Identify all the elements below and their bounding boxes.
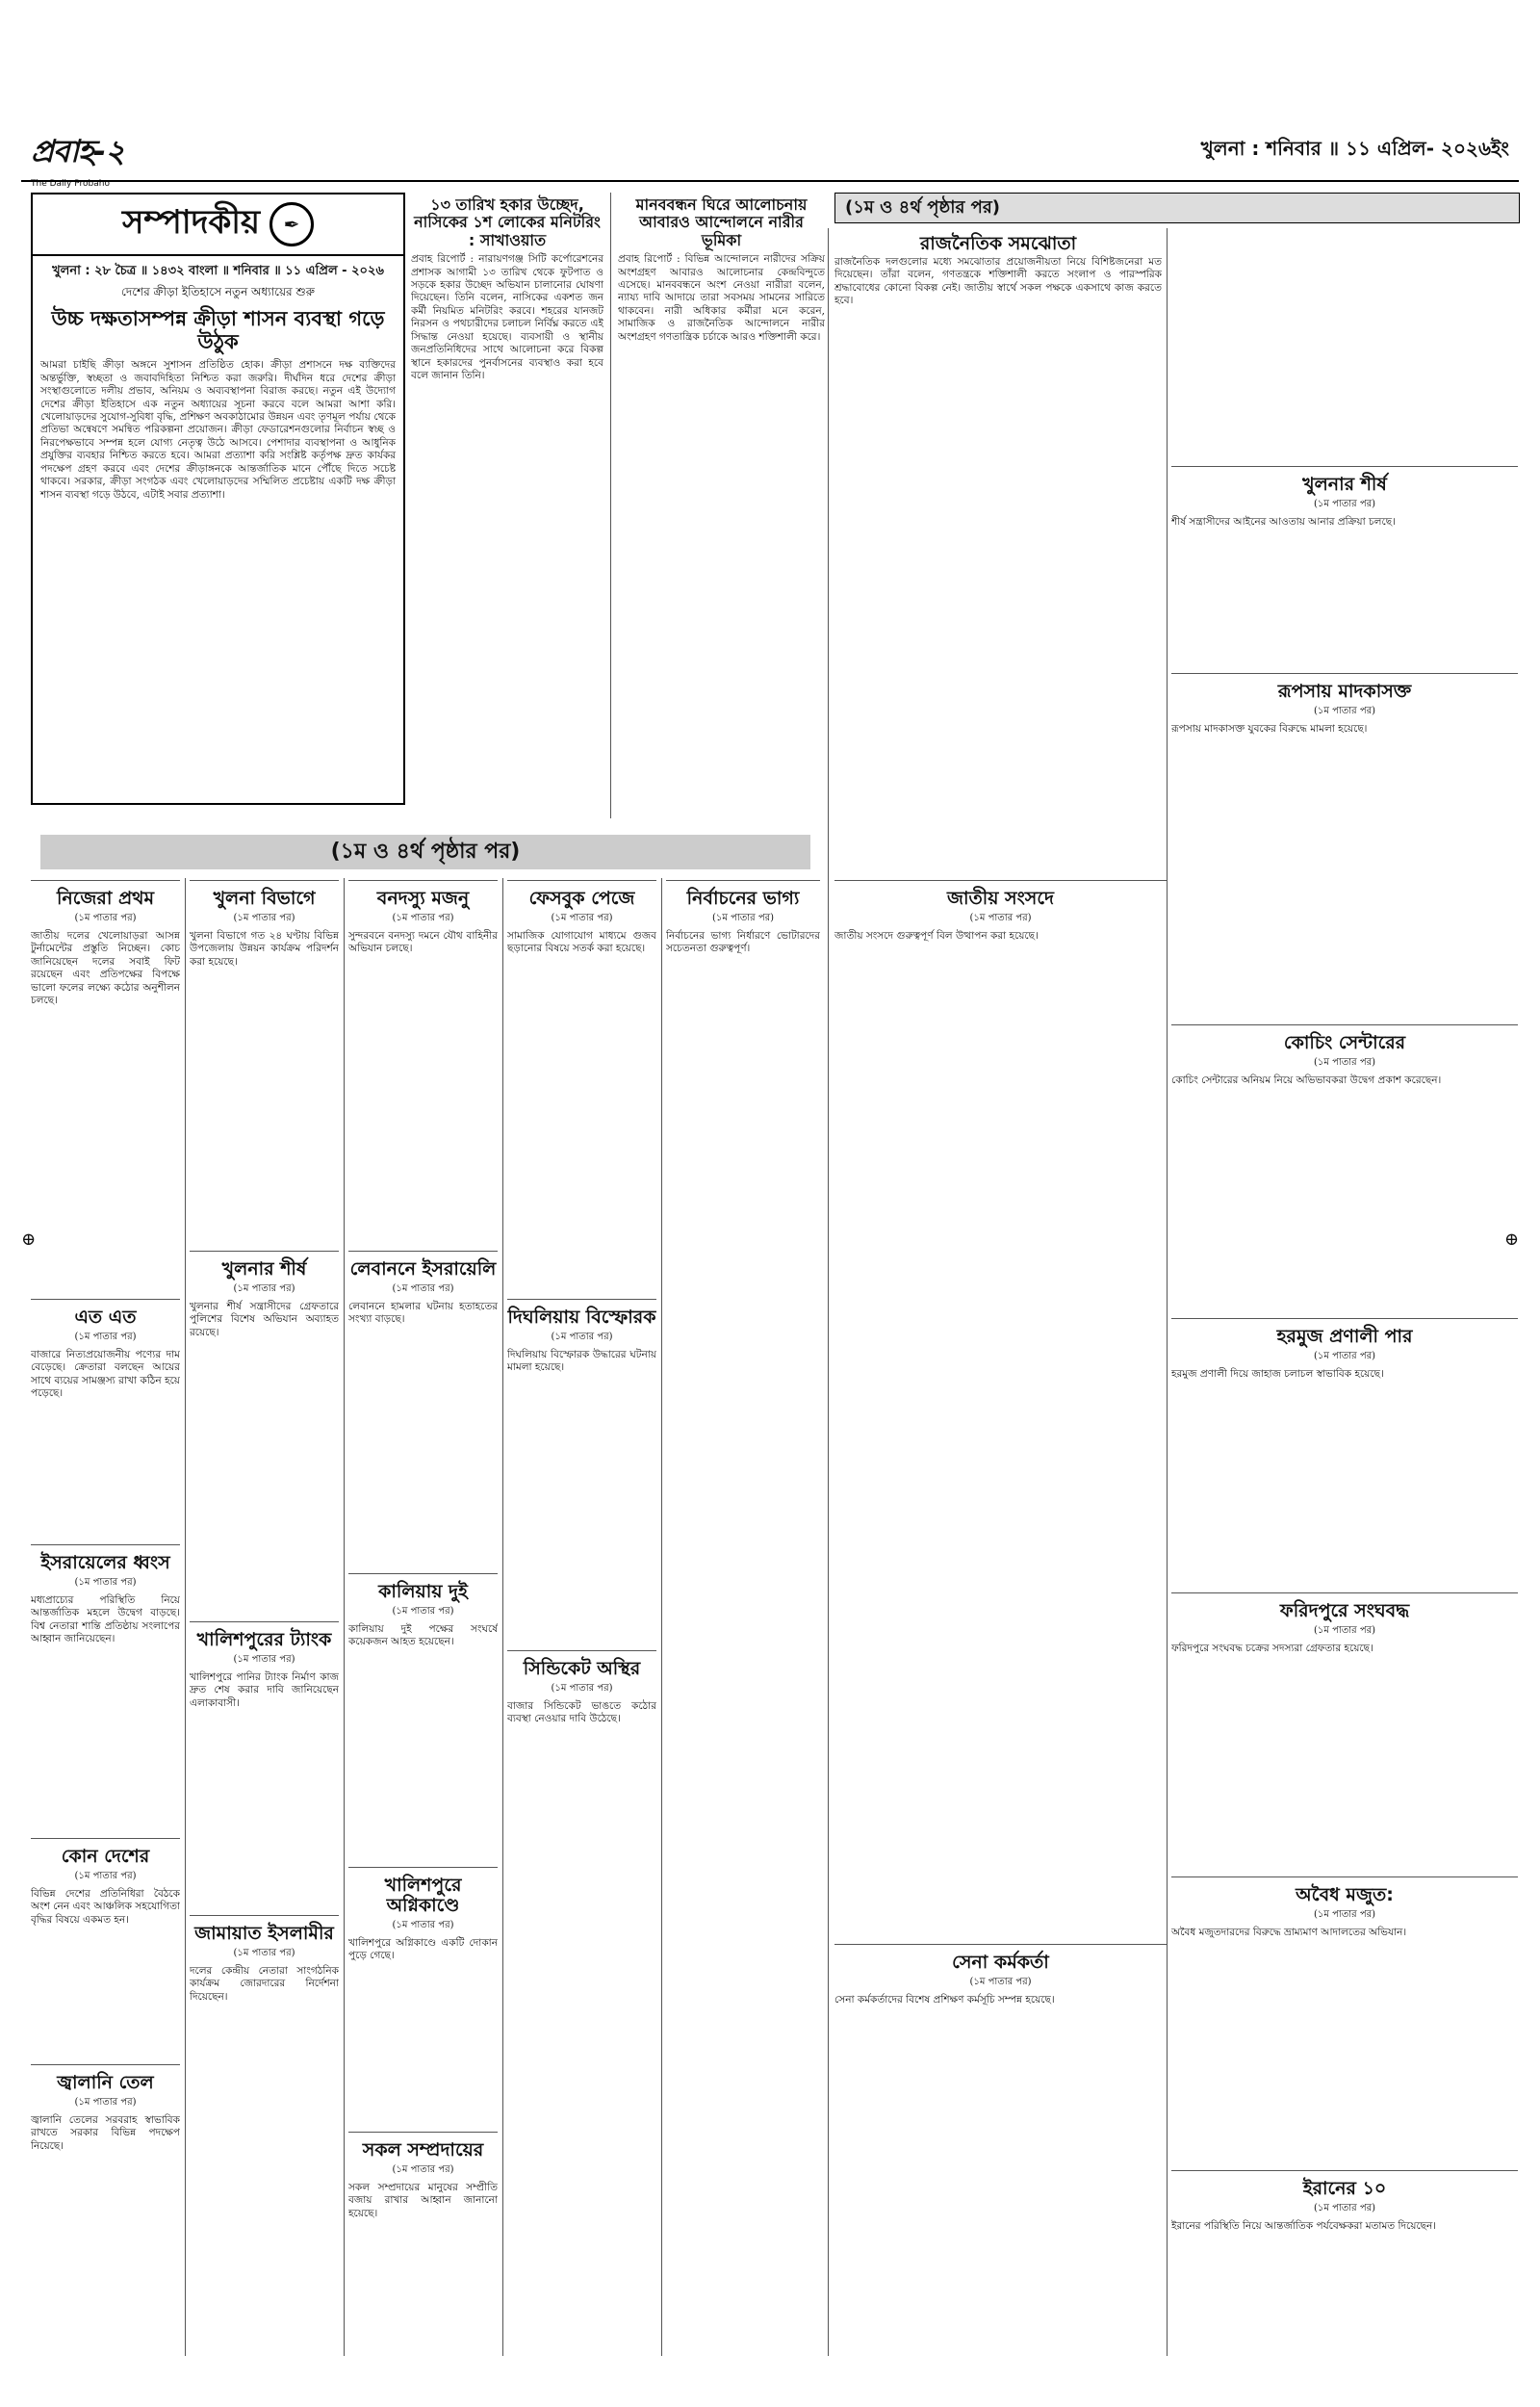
continued-label: (১ম পাতার পর): [74, 1576, 137, 1588]
column-headline: ফরিদপুরে সংঘবদ্ধ: [1279, 1600, 1410, 1621]
news-column: [348, 2135, 498, 2356]
news-column: [1171, 2173, 1518, 2356]
column-divider: [185, 878, 186, 2356]
column-rule: [348, 880, 498, 881]
article-body: প্রবাহ রিপোর্ট : বিভিন্ন আন্দোলনে নারীদের সক্রিয় অংশগ্রহণ আবারও আলোচনার কেন্দ্রবিন্দুতে এসেছে। মানববন্ধনে অংশ নেওয়া নারীরা বলেন, ন্যায্য দাবি আদায়ে তারা সবসময় সামনের সারিতে থাকবেন। নারী অধিকার কর্মীরা মনে করেন, সামাজিক ও রাজনৈতিক আন্দোলনে নারীর অংশগ্রহণ গণতান্ত্রিক চর্চাকে আরও শক্তিশালী করে।: [618, 253, 825, 343]
column-rule: [348, 1573, 498, 1574]
continued-header: [834, 193, 1520, 223]
continued-label: (১ম পাতার পর): [711, 912, 775, 923]
continued-label: (১ম পাতার পর): [1313, 1056, 1376, 1068]
continued-label: (১ম পাতার পর): [392, 1605, 454, 1617]
column-headline: অবৈধ মজুত:: [1296, 1884, 1394, 1905]
continued-label: (১ম পাতার পর): [969, 912, 1032, 923]
continued-label: (১ম পাতার পর): [233, 1947, 295, 1958]
column-rule: [1171, 1318, 1518, 1319]
news-column: [507, 883, 656, 1297]
column-headline: বনদস্যু মজনু: [376, 888, 470, 909]
article-headline: ১৩ তারিখ হকার উচ্ছেদ, নাসিকের ১শ লোকের মনিটরিং : সাখাওয়াত: [414, 195, 601, 249]
column-rule: [1171, 1592, 1518, 1593]
column-rule: [31, 880, 180, 881]
section-banner: [40, 835, 810, 869]
editorial-headline: উচ্চ দক্ষতাসম্পন্ন ক্রীড়া শাসন ব্যবস্থা গড়ে উঠুক: [51, 307, 385, 354]
continued-label: (১ম পাতার পর): [233, 1653, 295, 1665]
column-body: হরমুজ প্রণালী দিয়ে জাহাজ চলাচল স্বাভাবিক হয়েছে।: [1171, 1367, 1384, 1380]
column-rule: [190, 1621, 339, 1622]
column-body: সুন্দরবনে বনদস্যু দমনে যৌথ বাহিনীর অভিযান চলছে।: [348, 929, 498, 955]
column-headline: হরমুজ প্রণালী পার: [1276, 1326, 1413, 1347]
column-body: খালিশপুরে অগ্নিকাণ্ডে একটি দোকান পুড়ে গেছে।: [348, 1936, 498, 1962]
column-body: ইরানের পরিস্থিতি নিয়ে আন্তর্জাতিক পর্যবেক্ষকরা মতামত দিয়েছেন।: [1171, 2219, 1437, 2232]
section-banner-text: (১ম ও ৪র্থ পৃষ্ঠার পর): [330, 839, 521, 864]
article-body: রাজনৈতিক দলগুলোর মধ্যে সমঝোতার প্রয়োজনীয়তা নিয়ে বিশিষ্টজনেরা মত দিয়েছেন। তাঁরা বলেন, গণতন্ত্রকে শক্তিশালী করতে সংলাপ ও পারস্পরিক শ্রদ্ধাবোধের কোনো বিকল্প নেই। জাতীয় স্বার্থে সকল পক্ষকে একসাথে কাজ করতে হবে।: [834, 255, 1162, 307]
dateline: খুলনা : শনিবার ॥ ১১ এপ্রিল- ২০২৬ইং: [1200, 137, 1509, 160]
editorial-kicker: দেশের ক্রীড়া ইতিহাসে নতুন অধ্যায়ের শুরু: [121, 285, 315, 298]
column-headline: কোন দেশের: [61, 1846, 150, 1867]
column-rule: [834, 880, 1167, 881]
column-body: সামাজিক যোগাযোগ মাধ্যমে গুজব ছড়ানোর বিষয়ে সতর্ক করা হয়েছে।: [507, 929, 656, 955]
news-column: [666, 883, 820, 1249]
editorial-body: আমরা চাইছি ক্রীড়া অঙ্গনে সুশাসন প্রতিষ্ঠিত হোক। ক্রীড়া প্রশাসনে দক্ষ ব্যক্তিদের অন্তর্ভুক্তি, স্বচ্ছতা ও জবাবদিহিতা নিশ্চিত করা জরুরি। দীর্ঘদিন ধরে দেশের ক্রীড়া সংস্থাগুলোতে দলীয় প্রভাব, অনিয়ম ও অব্যবস্থাপনা বিরাজ করছে। নতুন এই উদ্যোগ দেশের ক্রীড়া ইতিহাসে এক নতুন অধ্যায়ের সূচনা করবে বলে আমরা আশা করি। খেলোয়াড়দের সুযোগ-সুবিধা বৃদ্ধি, প্রশিক্ষণ অবকাঠামোর উন্নয়ন এবং তৃণমূল পর্যায় থেকে প্রতিভা অন্বেষণে সমন্বিত পরিকল্পনা প্রয়োজন। ক্রীড়া ফেডারেশনগুলোর নির্বাচন স্বচ্ছ ও নিরপেক্ষভাবে সম্পন্ন হলে যোগ্য নেতৃত্ব উঠে আসবে। পেশাদার ব্যবস্থাপনা ও আধুনিক প্রযুক্তির ব্যবহার নিশ্চিত করতে হবে। আমরা প্রত্যাশা করি সংশ্লিষ্ট কর্তৃপক্ষ দ্রুত কার্যকর পদক্ষেপ গ্রহণ করবে এবং দেশের ক্রীড়াঙ্গনকে আন্তর্জাতিক মানে পৌঁছে দিতে সচেষ্ট থাকবে। সরকার, ক্রীড়া সংগঠক এবং খেলোয়াড়দের সম্মিলিত প্রচেষ্টায় একটি দক্ষ ক্রীড়া শাসন ব্যবস্থা গড়ে উঠবে, এটাই সবার প্রত্যাশা।: [40, 359, 396, 501]
right-top-article: [834, 228, 1162, 459]
column-headline: সকল সম্প্রদায়ের: [362, 2139, 484, 2161]
continued-label: (১ম পাতার পর): [1313, 2202, 1376, 2213]
column-body: সেনা কর্মকর্তাদের বিশেষ প্রশিক্ষণ কর্মসূচি সম্পন্ন হয়েছে।: [834, 1993, 1055, 2006]
column-rule: [31, 1544, 180, 1545]
news-column: [1171, 469, 1518, 671]
column-divider: [1167, 228, 1168, 2356]
column-headline: ইরানের ১০: [1302, 2178, 1387, 2199]
continued-label: (১ম পাতার পর): [233, 1282, 295, 1294]
continued-label: (১ম পাতার পর): [1313, 1908, 1376, 1920]
news-column: [31, 883, 180, 1297]
column-body: কালিয়ায় দুই পক্ষের সংঘর্ষে কয়েকজন আহত হয়েছেন।: [348, 1622, 498, 1648]
column-rule: [507, 880, 656, 881]
column-body: খুলনার শীর্ষ সন্ত্রাসীদের গ্রেফতারে পুলিশের বিশেষ অভিযান অব্যাহত রয়েছে।: [190, 1300, 339, 1338]
column-rule: [1171, 2170, 1518, 2171]
column-body: সকল সম্প্রদায়ের মানুষের সম্প্রীতি বজায় রাখার আহ্বান জানানো হয়েছে।: [348, 2181, 498, 2219]
column-body: জ্বালানি তেলের সরবরাহ স্বাভাবিক রাখতে সরকার বিভিন্ন পদক্ষেপ নিয়েছে।: [31, 2113, 180, 2152]
news-column: [190, 1254, 339, 1619]
continued-label: (১ম পাতার পর): [233, 912, 295, 923]
news-column: [1171, 1321, 1518, 1591]
column-divider: [344, 878, 345, 2356]
news-column: [348, 883, 498, 1249]
column-body: ফরিদপুরে সংঘবদ্ধ চক্রের সদস্যরা গ্রেফতার হয়েছে।: [1171, 1642, 1373, 1654]
column-body: বাজারে নিত্যপ্রয়োজনীয় পণ্যের দাম বেড়েছে। ক্রেতারা বলছেন আয়ের সাথে ব্যয়ের সামঞ্জস্য রাখা কঠিন হয়ে পড়েছে।: [31, 1348, 180, 1400]
column-rule: [1171, 1024, 1518, 1025]
column-rule: [348, 1251, 498, 1252]
column-body: বাজার সিন্ডিকেট ভাঙতে কঠোর ব্যবস্থা নেওয়ার দাবি উঠেছে।: [507, 1699, 656, 1725]
column-headline: এত এত: [74, 1307, 137, 1328]
column-rule: [190, 1915, 339, 1916]
column-headline: জাতীয় সংসদে: [947, 888, 1054, 909]
column-body: মধ্যপ্রাচ্যের পরিস্থিতি নিয়ে আন্তর্জাতিক মহলে উদ্বেগ বাড়ছে। বিশ্ব নেতারা শান্তি প্রতিষ্ঠায় সংলাপের আহ্বান জানিয়েছেন।: [31, 1593, 180, 1645]
column-headline: জ্বালানি তেল: [57, 2072, 154, 2093]
column-rule: [834, 1944, 1167, 1945]
continued-label: (১ম পাতার পর): [1313, 1624, 1376, 1636]
column-rule: [31, 1838, 180, 1839]
continued-label: (১ম পাতার পর): [392, 912, 454, 923]
column-divider: [828, 228, 829, 2356]
news-column: [1171, 676, 1518, 1022]
news-column: [348, 1254, 498, 1571]
column-headline: কোচিং সেন্টারের: [1283, 1032, 1406, 1053]
continued-label: (১ম পাতার পর): [1313, 705, 1376, 716]
column-headline: সিন্ডিকেট অস্থির: [523, 1658, 641, 1679]
news-column: [834, 883, 1167, 1942]
news-column: [834, 1947, 1167, 2356]
column-divider: [610, 193, 611, 818]
continued-label: (১ম পাতার পর): [1313, 498, 1376, 509]
continued-label: (১ম পাতার পর): [551, 1331, 613, 1342]
column-headline: দিঘলিয়ায় বিস্ফোরক: [507, 1307, 656, 1328]
editorial-header: [33, 194, 403, 256]
column-headline: জামায়াত ইসলামীর: [194, 1923, 334, 1944]
column-body: বিভিন্ন দেশের প্রতিনিধিরা বৈঠকে অংশ নেন এবং আঞ্চলিক সহযোগিতা বৃদ্ধির বিষয়ে একমত হন।: [31, 1887, 180, 1926]
column-body: শীর্ষ সন্ত্রাসীদের আইনের আওতায় আনার প্রক্রিয়া চলছে।: [1171, 515, 1396, 528]
column-rule: [1171, 1876, 1518, 1877]
news-column: [507, 1653, 656, 2356]
continued-label: (১ম পাতার পর): [1313, 1350, 1376, 1361]
masthead-rule: [21, 180, 1519, 182]
pen-nib-icon: ✒: [270, 202, 314, 246]
column-body: কোচিং সেন্টারের অনিয়ম নিয়ে অভিভাবকরা উদ্বেগ প্রকাশ করেছেন।: [1171, 1074, 1442, 1086]
column-body: খালিশপুরে পানির ট্যাংক নির্মাণ কাজ দ্রুত শেষ করার দাবি জানিয়েছেন এলাকাবাসী।: [190, 1670, 339, 1709]
continued-label: (১ম পাতার পর): [74, 1331, 137, 1342]
top-article-2: [618, 193, 825, 809]
column-headline: খুলনার শীর্ষ: [221, 1258, 307, 1280]
column-headline: নিজেরা প্রথম: [56, 888, 155, 909]
column-body: লেবাননে হামলার ঘটনায় হতাহতের সংখ্যা বাড়ছে।: [348, 1300, 498, 1326]
column-headline: খুলনার শীর্ষ: [1302, 474, 1387, 495]
column-rule: [31, 2064, 180, 2065]
article-headline: মানববন্ধন ঘিরে আলোচনায় আবারও আন্দোলনে নারীর ভূমিকা: [635, 195, 808, 249]
column-headline: সেনা কর্মকর্তা: [952, 1952, 1049, 1973]
news-column: [348, 1576, 498, 1865]
column-divider: [661, 878, 662, 2356]
column-rule: [348, 2132, 498, 2133]
continued-label: (১ম পাতার পর): [551, 912, 613, 923]
column-rule: [1171, 673, 1518, 674]
column-body: দিঘলিয়ায় বিস্ফোরক উদ্ধারের ঘটনায় মামলা হয়েছে।: [507, 1348, 656, 1374]
news-column: [190, 1624, 339, 1913]
column-headline: খালিশপুরের ট্যাংক: [196, 1629, 332, 1650]
article-body: প্রবাহ রিপোর্ট : নারায়ণগঞ্জ সিটি কর্পোরেশনের প্রশাসক আগামী ১৩ তারিখ থেকে ফুটপাত ও সড়কে হকার উচ্ছেদ অভিযান চালানোর ঘোষণা দিয়েছেন। তিনি বলেন, নাসিকের একশত জন কর্মী নিয়মিত মনিটরিং করবে। শহরের যানজট নিরসন ও পথচারীদের চলাচল নির্বিঘ্ন করতে এই সিদ্ধান্ত নেওয়া হয়েছে। ব্যবসায়ী ও স্থানীয় জনপ্রতিনিধিদের সাথে আলোচনা করে বিকল্প স্থানে হকারদের পুনর্বাসনের ব্যবস্থাও করা হবে বলে জানান তিনি।: [411, 253, 603, 382]
continued-label: (১ম পাতার পর): [392, 2163, 454, 2175]
column-headline: খুলনা বিভাগে: [213, 888, 316, 909]
continued-label: (১ম পাতার পর): [392, 1919, 454, 1930]
column-headline: নির্বাচনের ভাগ্য: [686, 888, 800, 909]
registration-mark: ⊕: [1503, 1229, 1519, 1250]
editorial-title: সম্পাদকীয়: [121, 202, 261, 242]
top-article-1: [411, 193, 603, 809]
column-rule: [1171, 466, 1518, 467]
news-column: [1171, 1027, 1518, 1316]
continued-label: (১ম পাতার পর): [969, 1976, 1032, 1987]
column-body: জাতীয় সংসদে গুরুত্বপূর্ণ বিল উত্থাপন করা হয়েছে।: [834, 929, 1039, 942]
column-body: অবৈধ মজুতদারদের বিরুদ্ধে ভ্রাম্যমাণ আদালতের অভিযান।: [1171, 1926, 1407, 1938]
continued-label: (১ম পাতার পর): [392, 1282, 454, 1294]
continued-label: (১ম পাতার পর): [74, 1870, 137, 1881]
logo-subtitle: The Daily Probaho: [31, 179, 110, 189]
continued-label: (১ম পাতার পর): [551, 1682, 613, 1694]
news-column: [31, 1547, 180, 1836]
news-column: [1171, 1595, 1518, 1875]
column-headline: খালিশপুরে অগ্নিকাণ্ডে: [384, 1875, 462, 1916]
column-divider: [502, 878, 503, 2356]
news-column: [1171, 1879, 1518, 2168]
column-body: খুলনা বিভাগে গত ২৪ ঘণ্টায় বিভিন্ন উপজেলায় উন্নয়ন কার্যক্রম পরিদর্শন করা হয়েছে।: [190, 929, 339, 968]
column-rule: [507, 1650, 656, 1651]
continued-label: (১ম পাতার পর): [74, 912, 137, 923]
column-rule: [190, 1251, 339, 1252]
news-column: [190, 883, 339, 1249]
editorial-box: [31, 193, 405, 805]
column-rule: [666, 880, 820, 881]
column-body: জাতীয় দলের খেলোয়াড়রা আসন্ন টুর্নামেন্টের প্রস্তুতি নিচ্ছেন। কোচ জানিয়েছেন দলের সবাই ফিট রয়েছেন এবং প্রতিপক্ষের বিপক্ষে ভালো ফলের লক্ষ্যে কঠোর অনুশীলন চলছে।: [31, 929, 180, 1007]
column-body: রূপসায় মাদকাসক্ত যুবকের বিরুদ্ধে মামলা হয়েছে।: [1171, 722, 1368, 735]
news-column: [348, 1870, 498, 2130]
article-headline: রাজনৈতিক সমঝোতা: [919, 233, 1077, 254]
masthead-logo: [31, 127, 185, 187]
news-column: [31, 1302, 180, 1542]
column-body: নির্বাচনের ভাগ্য নির্ধারণে ভোটারদের সচেতনতা গুরুত্বপূর্ণ।: [666, 929, 820, 955]
column-rule: [31, 1299, 180, 1300]
column-headline: ফেসবুক পেজে: [528, 888, 635, 909]
column-rule: [507, 1299, 656, 1300]
column-headline: লেবাননে ইসরায়েলি: [349, 1258, 497, 1280]
column-rule: [190, 880, 339, 881]
column-headline: ইসরায়েলের ধ্বংস: [40, 1552, 170, 1573]
news-column: [31, 1841, 180, 2062]
column-rule: [348, 1867, 498, 1868]
column-headline: রূপসায় মাদকাসক্ত: [1277, 681, 1412, 702]
news-column: [31, 2067, 180, 2356]
continued-label: (১ম পাতার পর): [74, 2096, 137, 2108]
column-headline: কালিয়ায় দুই: [378, 1581, 468, 1602]
continued-header-text: (১ম ও ৪র্থ পৃষ্ঠার পর): [845, 196, 1000, 218]
registration-mark: ⊕: [21, 1229, 37, 1250]
news-column: [507, 1302, 656, 1648]
newspaper-page: [21, 21, 1519, 2386]
column-body: দলের কেন্দ্রীয় নেতারা সাংগঠনিক কার্যক্রম জোরদারের নির্দেশনা দিয়েছেন।: [190, 1964, 339, 2003]
editorial-date: খুলনা : ২৮ চৈত্র ॥ ১৪৩২ বাংলা ॥ শনিবার ॥ ১১ এপ্রিল - ২০২৬: [52, 264, 384, 278]
news-column: [190, 1918, 339, 2356]
logo-text: প্রবাহ-২: [31, 133, 124, 169]
